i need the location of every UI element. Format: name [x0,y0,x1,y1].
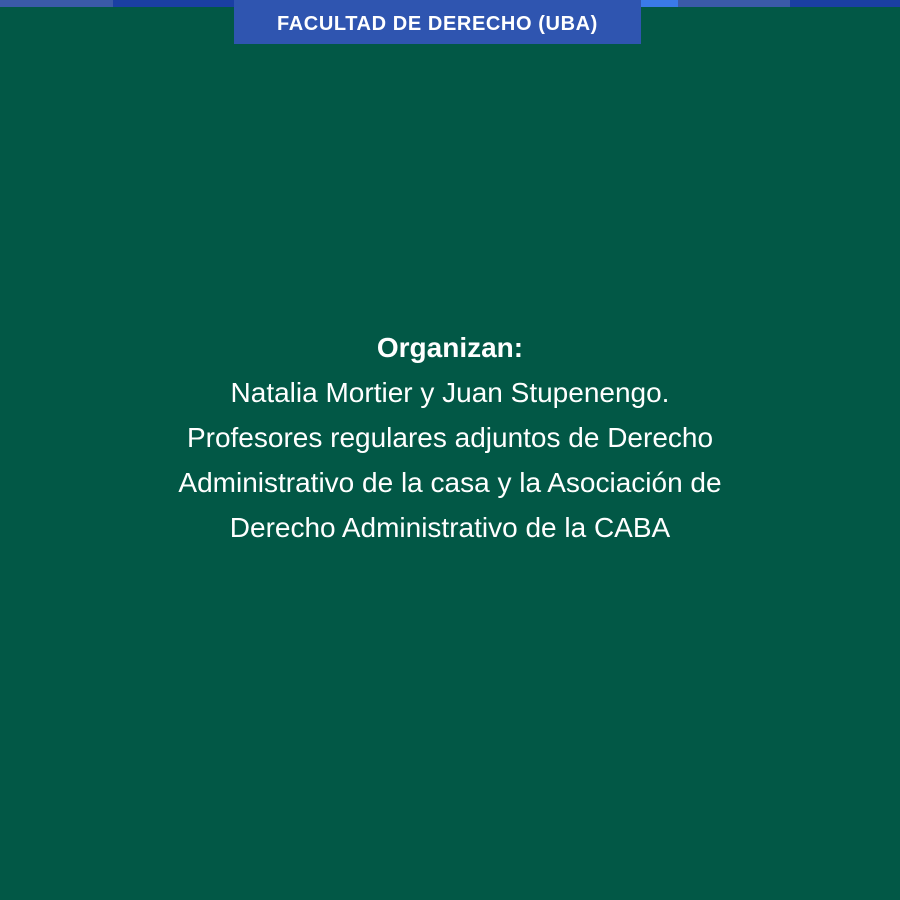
organizers-heading: Organizan: [376,332,524,363]
header-badge [234,0,641,44]
header-title: FACULTAD DE DERECHO (UBA) [277,12,598,35]
stripe-segment-5 [790,0,900,7]
stripe-segment-2 [113,0,234,7]
stripe-segment-1 [0,0,113,7]
organizers-line-3: Administrativo de la casa y la Asociación de [178,467,722,498]
organizers-block [80,326,820,550]
stripe-segment-4 [678,0,790,7]
organizers-line-2: Profesores regulares adjuntos de Derecho [186,422,714,453]
organizers-line-4: Derecho Administrativo de la CABA [229,512,671,543]
organizers-line-1: Natalia Mortier y Juan Stupenengo. [230,377,670,408]
